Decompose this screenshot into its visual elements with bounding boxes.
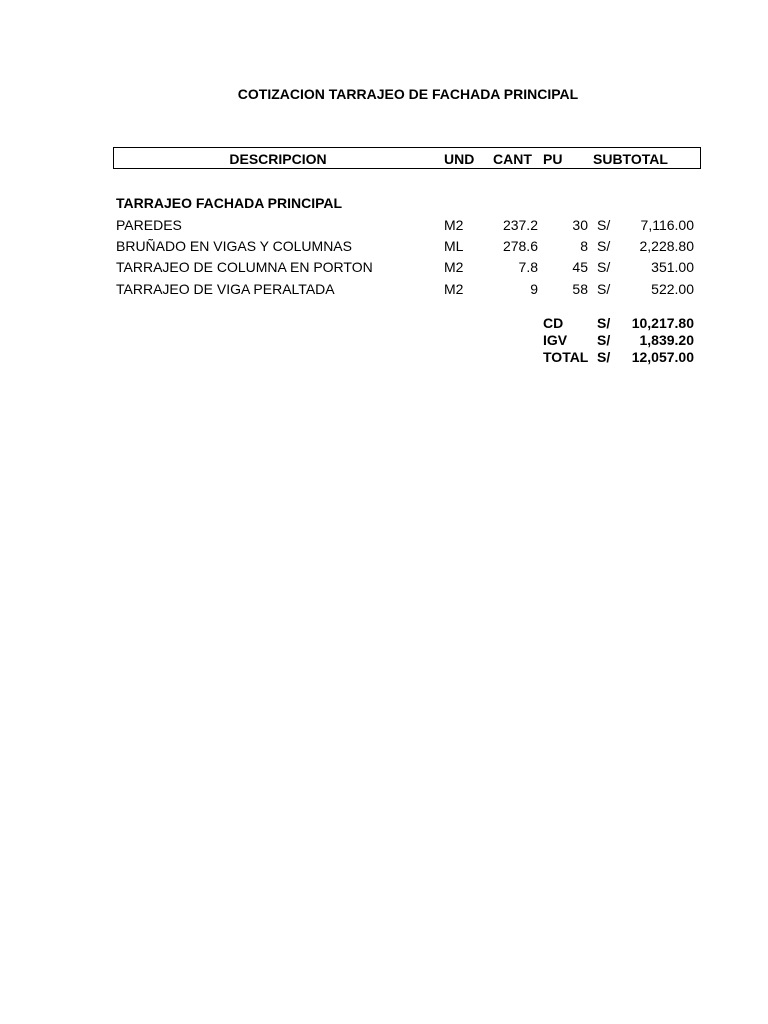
row-subtotal: 7,116.00 xyxy=(640,217,694,233)
document-title: COTIZACION TARRAJEO DE FACHADA PRINCIPAL xyxy=(237,86,579,102)
row-unit: M2 xyxy=(444,281,464,297)
row-quantity: 237.2 xyxy=(502,217,538,233)
total-value-total: 12,057.00 xyxy=(631,349,694,365)
row-unit: M2 xyxy=(444,259,464,275)
row-description: TARRAJEO DE COLUMNA EN PORTON xyxy=(116,259,373,275)
row-currency: S/ xyxy=(597,281,611,297)
header-und: UND xyxy=(444,151,475,167)
total-value-igv: 1,839.20 xyxy=(639,332,694,348)
row-currency: S/ xyxy=(597,238,611,254)
total-label-igv: IGV xyxy=(543,332,568,348)
header-cant: CANT xyxy=(493,151,532,167)
row-description: TARRAJEO DE VIGA PERALTADA xyxy=(116,281,335,297)
row-unit-price: 45 xyxy=(572,259,588,275)
row-unit: ML xyxy=(444,238,464,254)
total-label-cd: CD xyxy=(543,315,564,331)
row-unit-price: 58 xyxy=(572,281,588,297)
total-currency: S/ xyxy=(597,315,611,331)
total-label-total: TOTAL xyxy=(543,349,589,365)
row-quantity: 278.6 xyxy=(502,238,538,254)
row-subtotal: 2,228.80 xyxy=(639,238,694,254)
row-quantity: 9 xyxy=(530,281,538,297)
row-quantity: 7.8 xyxy=(518,259,538,275)
total-value-cd: 10,217.80 xyxy=(631,315,694,331)
row-currency: S/ xyxy=(597,217,611,233)
row-description: BRUÑADO EN VIGAS Y COLUMNAS xyxy=(116,238,352,254)
row-unit-price: 8 xyxy=(580,238,588,254)
header-descripcion: DESCRIPCION xyxy=(229,151,327,167)
row-currency: S/ xyxy=(597,259,611,275)
row-description: PAREDES xyxy=(116,217,182,233)
header-pu: PU xyxy=(543,151,563,167)
row-subtotal: 351.00 xyxy=(651,259,694,275)
row-subtotal: 522.00 xyxy=(651,281,694,297)
header-subtotal: SUBTOTAL xyxy=(593,151,668,167)
row-unit: M2 xyxy=(444,217,464,233)
total-currency: S/ xyxy=(597,332,611,348)
row-unit-price: 30 xyxy=(572,217,588,233)
section-title: TARRAJEO FACHADA PRINCIPAL xyxy=(116,195,343,211)
total-currency: S/ xyxy=(597,349,611,365)
